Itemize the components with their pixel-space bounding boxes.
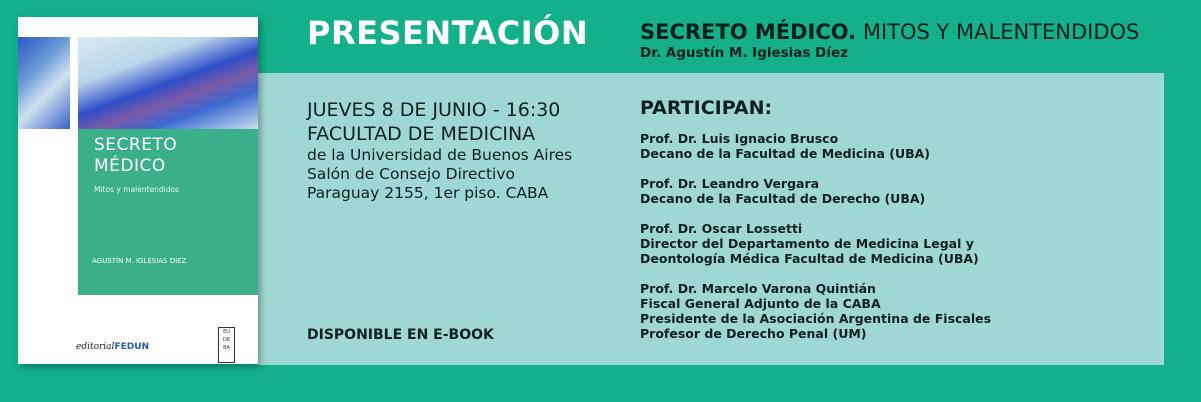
participants-heading: PARTICIPAN: <box>640 97 773 119</box>
event-details <box>307 98 572 203</box>
participant-role: Decano de la Facultad de Medicina (UBA) <box>640 146 931 161</box>
participant-name: Prof. Dr. Oscar Lossetti <box>640 221 803 236</box>
event-date: JUEVES 8 DE JUNIO - 16:30 <box>307 99 561 121</box>
ebook-availability: DISPONIBLE EN E-BOOK <box>307 327 494 343</box>
page-title: PRESENTACIÓN <box>307 14 589 52</box>
participant-role: Profesor de Derecho Penal (UM) <box>640 326 867 341</box>
book-author: Dr. Agustín M. Iglesias Díez <box>640 45 849 61</box>
cover-art-left <box>18 37 70 129</box>
participant-name: Prof. Dr. Leandro Vergara <box>640 176 820 191</box>
participant-role: Fiscal General Adjunto de la CABA <box>640 296 881 311</box>
participant-name: Prof. Dr. Luis Ignacio Brusco <box>640 131 839 146</box>
participant-name: Prof. Dr. Marcelo Varona Quintián <box>640 281 876 296</box>
participant <box>640 281 1160 341</box>
cover-author: AGUSTÍN M. IGLESIAS DIEZ <box>92 257 187 265</box>
publisher-logo: editorialFEDUN <box>76 342 150 352</box>
participant <box>640 221 1160 266</box>
event-line-3: Paraguay 2155, 1er piso. CABA <box>307 184 549 202</box>
event-line-2: Salón de Consejo Directivo <box>307 165 516 183</box>
book-cover <box>18 17 258 364</box>
participants-list <box>640 131 1160 356</box>
participant-role: Deontología Médica Facultad de Medicina (UBA) <box>640 251 979 266</box>
book-title: SECRETO MÉDICO. MITOS Y MALENTENDIDOS <box>640 20 1140 44</box>
cover-subtitle: Mitos y malentendidos <box>94 185 179 194</box>
event-line-1: de la Universidad de Buenos Aires <box>307 146 573 164</box>
participant-role: Presidente de la Asociación Argentina de Fiscales <box>640 311 992 326</box>
eudeba-logo: EU DE BA <box>218 327 235 363</box>
participant <box>640 176 1160 206</box>
participant <box>640 131 1160 161</box>
participant-role: Decano de la Facultad de Derecho (UBA) <box>640 191 926 206</box>
participant-role: Director del Departamento de Medicina Legal y <box>640 236 974 251</box>
event-venue: FACULTAD DE MEDICINA <box>307 123 536 145</box>
cover-title-line2: MÉDICO <box>94 156 166 176</box>
cover-title <box>94 135 177 177</box>
cover-title-line1: SECRETO <box>94 135 178 155</box>
cover-art-main <box>78 37 258 129</box>
